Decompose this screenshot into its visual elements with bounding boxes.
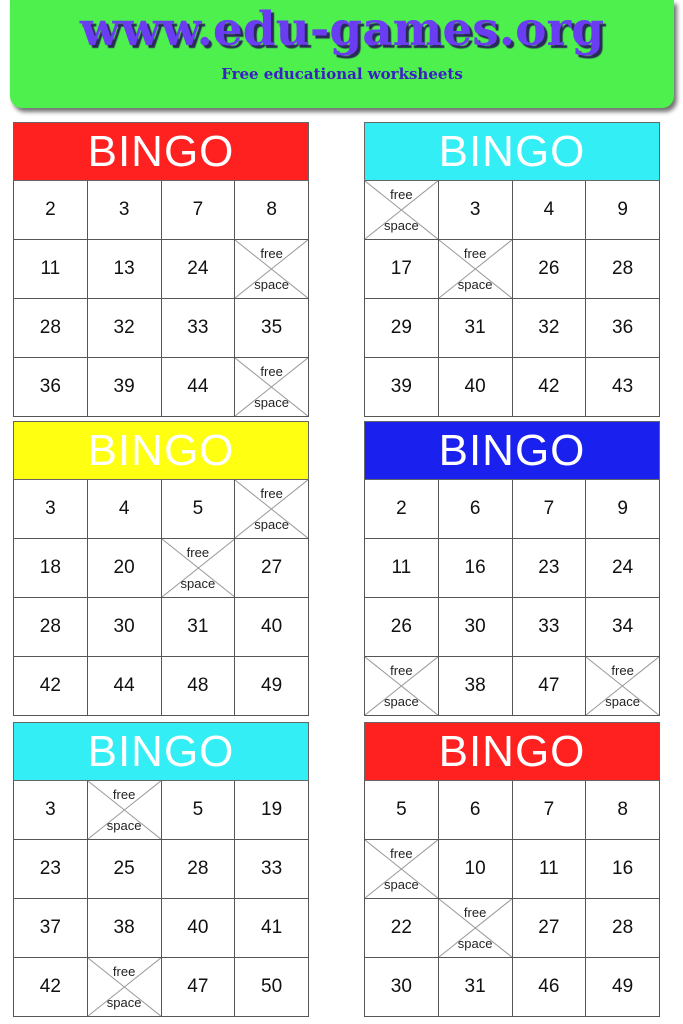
bingo-number-cell: 28 <box>586 240 660 299</box>
space-label: space <box>605 694 640 709</box>
bingo-number-cell: 10 <box>439 840 513 899</box>
bingo-number-cell: 2 <box>365 480 439 539</box>
bingo-number-cell: 29 <box>365 299 439 358</box>
bingo-number-cell: 41 <box>235 899 309 958</box>
bingo-card-title: BINGO <box>13 122 309 181</box>
bingo-number-cell: 3 <box>439 181 513 240</box>
space-label: space <box>384 877 419 892</box>
bingo-grid <box>364 781 660 1017</box>
free-label: free <box>260 246 283 261</box>
bingo-number-cell: 11 <box>513 840 587 899</box>
free-space-cell <box>439 240 513 299</box>
bingo-number-cell: 23 <box>513 539 587 598</box>
bingo-number-cell: 42 <box>14 958 88 1017</box>
bingo-number-cell: 49 <box>235 657 309 716</box>
bingo-number-cell: 7 <box>513 781 587 840</box>
bingo-number-cell: 44 <box>88 657 162 716</box>
bingo-card-title: BINGO <box>364 722 660 781</box>
free-space-cell <box>365 181 439 240</box>
bingo-number-cell: 35 <box>235 299 309 358</box>
bingo-number-cell: 43 <box>586 358 660 417</box>
bingo-number-cell: 7 <box>162 181 236 240</box>
bingo-number-cell: 28 <box>14 299 88 358</box>
bingo-number-cell: 48 <box>162 657 236 716</box>
bingo-card <box>13 122 309 418</box>
space-label: space <box>254 395 289 410</box>
space-label: space <box>106 818 142 833</box>
bingo-number-cell: 47 <box>513 657 587 716</box>
bingo-number-cell: 34 <box>586 598 660 657</box>
bingo-number-cell: 33 <box>235 840 309 899</box>
bingo-number-cell: 40 <box>235 598 309 657</box>
bingo-number-cell: 50 <box>235 958 309 1017</box>
bingo-number-cell: 19 <box>235 781 309 840</box>
free-space-cell <box>235 480 309 539</box>
space-label: space <box>106 995 142 1010</box>
site-banner <box>10 0 674 108</box>
space-label: space <box>254 517 289 532</box>
bingo-number-cell: 38 <box>439 657 513 716</box>
bingo-number-cell: 31 <box>162 598 236 657</box>
bingo-number-cell: 27 <box>235 539 309 598</box>
space-label: space <box>457 277 493 292</box>
space-label: space <box>180 576 216 591</box>
site-subtitle: Free educational worksheets <box>221 65 463 83</box>
space-label: space <box>254 277 289 292</box>
bingo-number-cell: 31 <box>439 958 513 1017</box>
bingo-number-cell: 16 <box>439 539 513 598</box>
bingo-number-cell: 24 <box>586 539 660 598</box>
free-label: free <box>186 545 210 560</box>
bingo-number-cell: 9 <box>586 480 660 539</box>
site-title: www.edu-games.org <box>79 2 605 57</box>
bingo-number-cell: 8 <box>586 781 660 840</box>
free-space-cell <box>235 358 309 417</box>
bingo-number-cell: 23 <box>14 840 88 899</box>
bingo-number-cell: 3 <box>88 181 162 240</box>
bingo-number-cell: 8 <box>235 181 309 240</box>
bingo-number-cell: 25 <box>88 840 162 899</box>
free-label: free <box>390 846 413 861</box>
bingo-number-cell: 30 <box>88 598 162 657</box>
bingo-number-cell: 18 <box>14 539 88 598</box>
free-label: free <box>260 486 283 501</box>
space-label: space <box>384 218 419 233</box>
bingo-grid <box>364 181 660 417</box>
bingo-number-cell: 2 <box>14 181 88 240</box>
space-label: space <box>457 936 493 951</box>
bingo-number-cell: 3 <box>14 480 88 539</box>
bingo-number-cell: 40 <box>162 899 236 958</box>
free-space-cell <box>439 899 513 958</box>
bingo-number-cell: 16 <box>586 840 660 899</box>
free-label: free <box>390 663 413 678</box>
free-label: free <box>112 787 136 802</box>
bingo-number-cell: 36 <box>586 299 660 358</box>
free-label: free <box>611 663 634 678</box>
bingo-grid <box>13 181 309 417</box>
free-space-cell <box>235 240 309 299</box>
bingo-number-cell: 24 <box>162 240 236 299</box>
bingo-card <box>364 421 660 717</box>
bingo-number-cell: 27 <box>513 899 587 958</box>
bingo-card-title: BINGO <box>13 722 309 781</box>
free-label: free <box>463 905 487 920</box>
bingo-number-cell: 26 <box>513 240 587 299</box>
bingo-number-cell: 4 <box>88 480 162 539</box>
bingo-number-cell: 11 <box>365 539 439 598</box>
bingo-card-title: BINGO <box>364 122 660 181</box>
bingo-number-cell: 3 <box>14 781 88 840</box>
bingo-number-cell: 26 <box>365 598 439 657</box>
bingo-number-cell: 4 <box>513 181 587 240</box>
bingo-number-cell: 47 <box>162 958 236 1017</box>
bingo-number-cell: 37 <box>14 899 88 958</box>
bingo-number-cell: 36 <box>14 358 88 417</box>
bingo-grid <box>364 480 660 716</box>
free-label: free <box>390 187 413 202</box>
bingo-grid <box>13 781 309 1017</box>
bingo-number-cell: 30 <box>365 958 439 1017</box>
bingo-card <box>364 722 660 1018</box>
space-label: space <box>384 694 419 709</box>
bingo-number-cell: 38 <box>88 899 162 958</box>
bingo-number-cell: 32 <box>513 299 587 358</box>
bingo-number-cell: 5 <box>162 480 236 539</box>
free-space-cell <box>88 958 162 1017</box>
bingo-number-cell: 39 <box>365 358 439 417</box>
bingo-number-cell: 22 <box>365 899 439 958</box>
free-label: free <box>463 246 487 261</box>
free-space-cell <box>162 539 236 598</box>
bingo-number-cell: 6 <box>439 781 513 840</box>
free-label: free <box>112 964 136 979</box>
bingo-number-cell: 49 <box>586 958 660 1017</box>
bingo-card <box>13 421 309 717</box>
bingo-number-cell: 44 <box>162 358 236 417</box>
bingo-number-cell: 32 <box>88 299 162 358</box>
bingo-card-title: BINGO <box>364 421 660 480</box>
free-space-cell <box>365 657 439 716</box>
bingo-number-cell: 13 <box>88 240 162 299</box>
bingo-number-cell: 5 <box>162 781 236 840</box>
bingo-number-cell: 30 <box>439 598 513 657</box>
free-space-cell <box>586 657 660 716</box>
free-space-cell <box>88 781 162 840</box>
bingo-number-cell: 33 <box>162 299 236 358</box>
bingo-number-cell: 33 <box>513 598 587 657</box>
bingo-number-cell: 7 <box>513 480 587 539</box>
bingo-number-cell: 6 <box>439 480 513 539</box>
bingo-number-cell: 9 <box>586 181 660 240</box>
free-label: free <box>260 364 283 379</box>
bingo-number-cell: 31 <box>439 299 513 358</box>
bingo-card-title: BINGO <box>13 421 309 480</box>
bingo-number-cell: 39 <box>88 358 162 417</box>
bingo-number-cell: 42 <box>14 657 88 716</box>
bingo-number-cell: 20 <box>88 539 162 598</box>
bingo-grid <box>13 480 309 716</box>
bingo-card <box>364 122 660 418</box>
bingo-number-cell: 5 <box>365 781 439 840</box>
bingo-number-cell: 42 <box>513 358 587 417</box>
bingo-number-cell: 28 <box>162 840 236 899</box>
bingo-number-cell: 28 <box>586 899 660 958</box>
bingo-number-cell: 17 <box>365 240 439 299</box>
bingo-number-cell: 28 <box>14 598 88 657</box>
bingo-card <box>13 722 309 1018</box>
bingo-number-cell: 40 <box>439 358 513 417</box>
bingo-number-cell: 11 <box>14 240 88 299</box>
bingo-number-cell: 46 <box>513 958 587 1017</box>
free-space-cell <box>365 840 439 899</box>
